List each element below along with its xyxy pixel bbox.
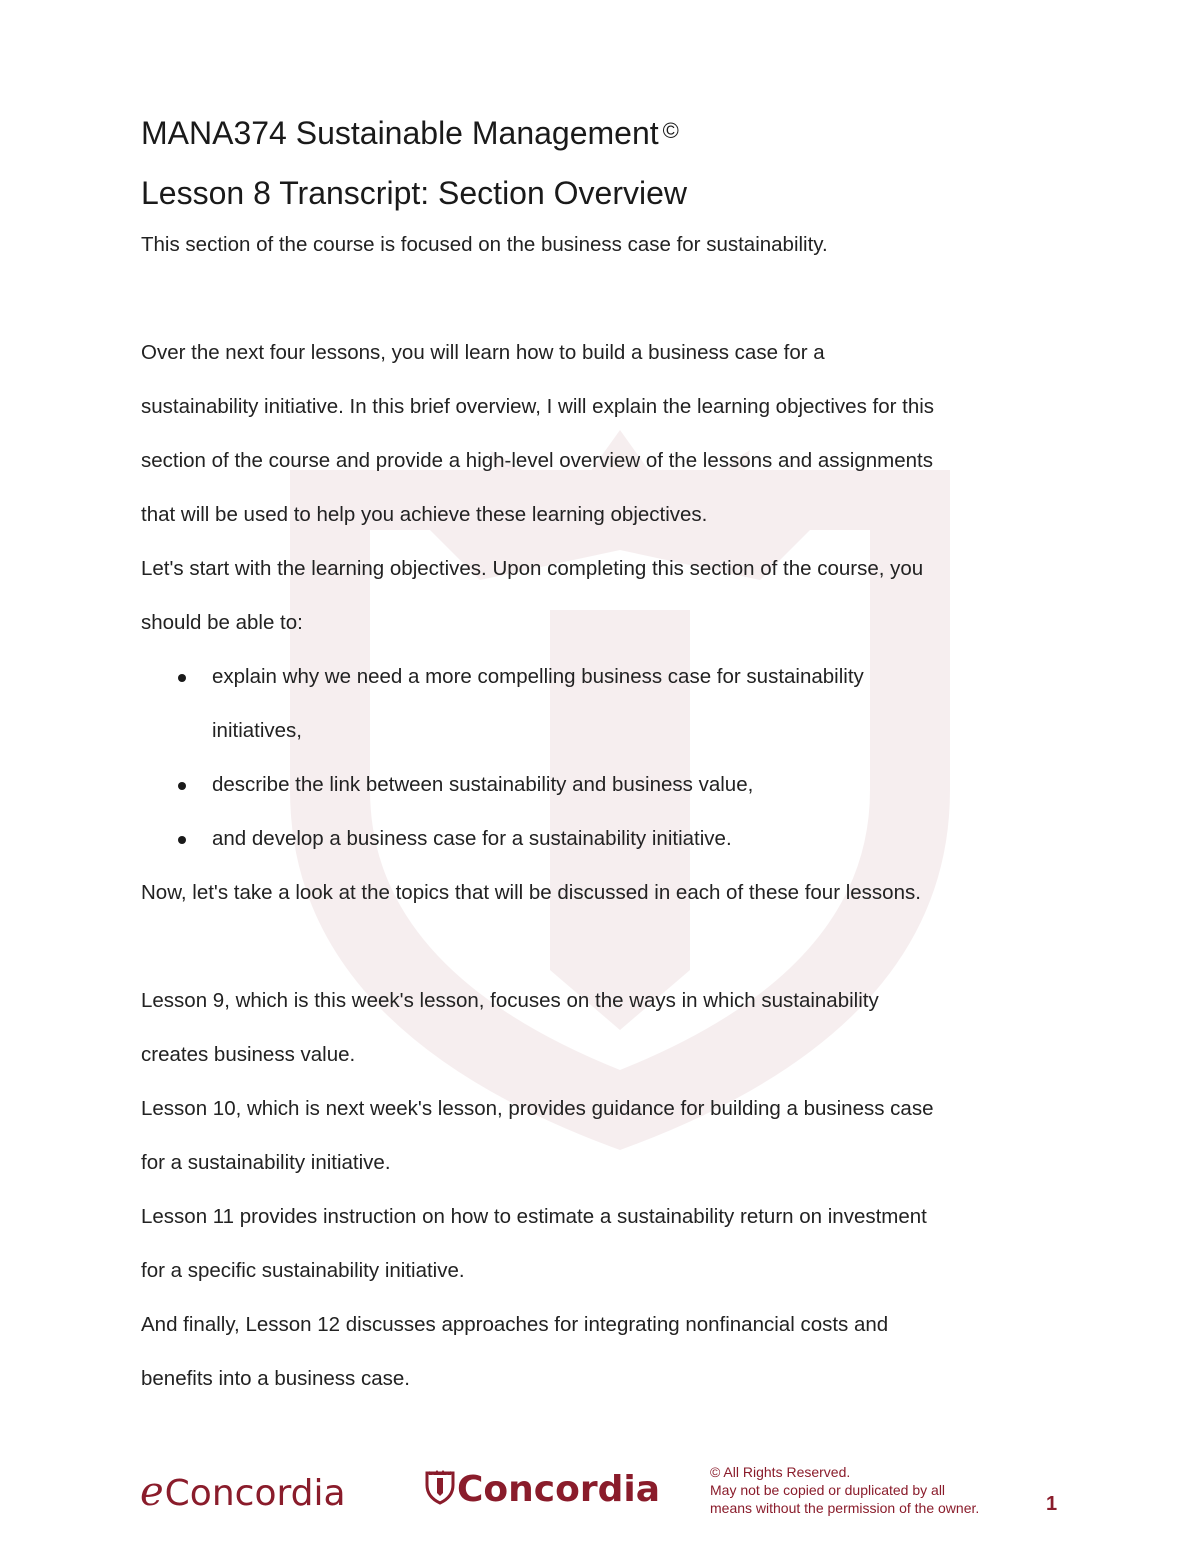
bullet-icon <box>178 836 186 844</box>
spacer <box>141 272 1071 326</box>
title-text: MANA374 Sustainable Management <box>141 115 659 151</box>
list-item-continuation <box>141 704 1071 758</box>
paragraph-line: section of the course and provide a high-level overview of the lessons and assignments <box>141 449 933 472</box>
lesson-line: Lesson 10, which is next week's lesson, provides guidance for building a business case <box>141 1097 934 1120</box>
page-number: 1 <box>1046 1493 1058 1515</box>
document-title <box>141 108 1071 156</box>
lesson-line: Lesson 9, which is this week's lesson, focuses on the ways in which sustainability <box>141 989 879 1012</box>
rights-line: May not be copied or duplicated by all <box>710 1482 946 1498</box>
concordia-shield-icon <box>425 1469 455 1505</box>
lesson-line: Lesson 11 provides instruction on how to estimate a sustainability return on investment <box>141 1205 927 1228</box>
lesson-line: for a sustainability initiative. <box>141 1151 391 1174</box>
list-item <box>141 650 1071 704</box>
lesson-line: benefits into a business case. <box>141 1367 410 1390</box>
paragraph-line: Over the next four lessons, you will learn how to build a business case for a <box>141 341 825 364</box>
document-body <box>141 108 1071 1406</box>
bullet-icon <box>178 674 186 682</box>
rights-notice <box>710 1463 979 1517</box>
paragraph-line: should be able to: <box>141 611 303 634</box>
list-item <box>141 758 1071 812</box>
paragraph-line: that will be used to help you achieve these learning objectives. <box>141 503 708 526</box>
list-item-text: and develop a business case for a sustainability initiative. <box>212 827 732 850</box>
paragraph-line: Now, let's take a look at the topics that will be discussed in each of these four lessons. <box>141 881 921 904</box>
lesson-line: creates business value. <box>141 1043 356 1066</box>
objectives-list <box>141 650 1071 866</box>
concordia-logo <box>425 1469 660 1510</box>
lesson-line: And finally, Lesson 12 discusses approaches for integrating nonfinancial costs and <box>141 1313 889 1336</box>
list-item-text: describe the link between sustainability and business value, <box>212 773 754 796</box>
copyright-symbol: © <box>662 118 679 143</box>
document-subtitle: Lesson 8 Transcript: Section Overview <box>141 175 688 211</box>
intro-paragraph: This section of the course is focused on the business case for sustainability. <box>141 233 828 256</box>
page-footer <box>0 1455 1200 1535</box>
paragraph-line: Let's start with the learning objectives. Upon completing this section of the course, you <box>141 557 924 580</box>
spacer <box>141 920 1071 974</box>
rights-line: © All Rights Reserved. <box>710 1464 851 1480</box>
bullet-icon <box>178 782 186 790</box>
list-item <box>141 812 1071 866</box>
list-item-text: initiatives, <box>212 719 303 742</box>
list-item-text: explain why we need a more compelling business case for sustainability <box>212 665 864 688</box>
concordia-logo-text: Concordia <box>457 1469 661 1510</box>
rights-line: means without the permission of the owner. <box>710 1500 980 1516</box>
econcordia-logo-mark: e <box>140 1469 164 1515</box>
econcordia-logo <box>140 1469 346 1515</box>
paragraph-line: sustainability initiative. In this brief overview, I will explain the learning objectives for this <box>141 395 935 418</box>
lesson-line: for a specific sustainability initiative. <box>141 1259 465 1282</box>
econcordia-logo-text: Concordia <box>164 1473 346 1514</box>
